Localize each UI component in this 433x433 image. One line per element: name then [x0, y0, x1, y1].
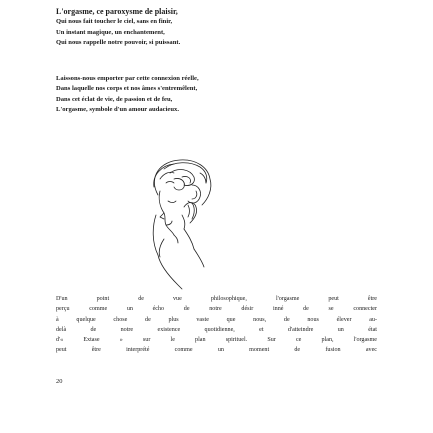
poem-line: Un instant magique, un enchantement,	[56, 28, 165, 36]
poem-line: Dans cet éclat de vie, de passion et de feu,	[56, 95, 173, 103]
page-number: 20	[56, 378, 63, 385]
body-paragraph	[56, 294, 377, 356]
paragraph-line: d'« Extase » sur le plan spirituel. Sur ce plan, l'orgasme	[56, 337, 377, 344]
paragraph-line: peut être interprété comme un moment de fusion avec	[56, 347, 377, 354]
poem-line: Laissons-nous emporter par cette connexion réelle,	[56, 75, 199, 82]
poem-stanza-1	[56, 7, 180, 48]
poem-line: Qui nous rappelle notre pouvoir, si puissant.	[56, 38, 181, 46]
paragraph-line: D'un point de vue philosophique, l'orgasme peut être	[56, 296, 377, 302]
paragraph-line: à quelque chose de plus vaste que nous, de nous élever au-	[56, 316, 377, 323]
poem-stanza-2	[56, 74, 199, 115]
poem-line: Dans laquelle nos corps et nos âmes s'entremêlent,	[56, 85, 198, 93]
line-drawing-woman-icon	[130, 155, 240, 295]
paragraph-line: perçu comme un écho de notre désir inné de se connecter	[56, 306, 377, 313]
paragraph-line: delà de notre existence quotidienne, et d'atteindre un état	[56, 326, 377, 333]
poem-line: Qui nous fait toucher le ciel, sans en finir,	[56, 18, 173, 26]
poem-line: L'orgasme, ce paroxysme de plaisir,	[56, 7, 178, 16]
poem-line: L'orgasme, symbole d'un amour audacieux.	[56, 105, 179, 113]
